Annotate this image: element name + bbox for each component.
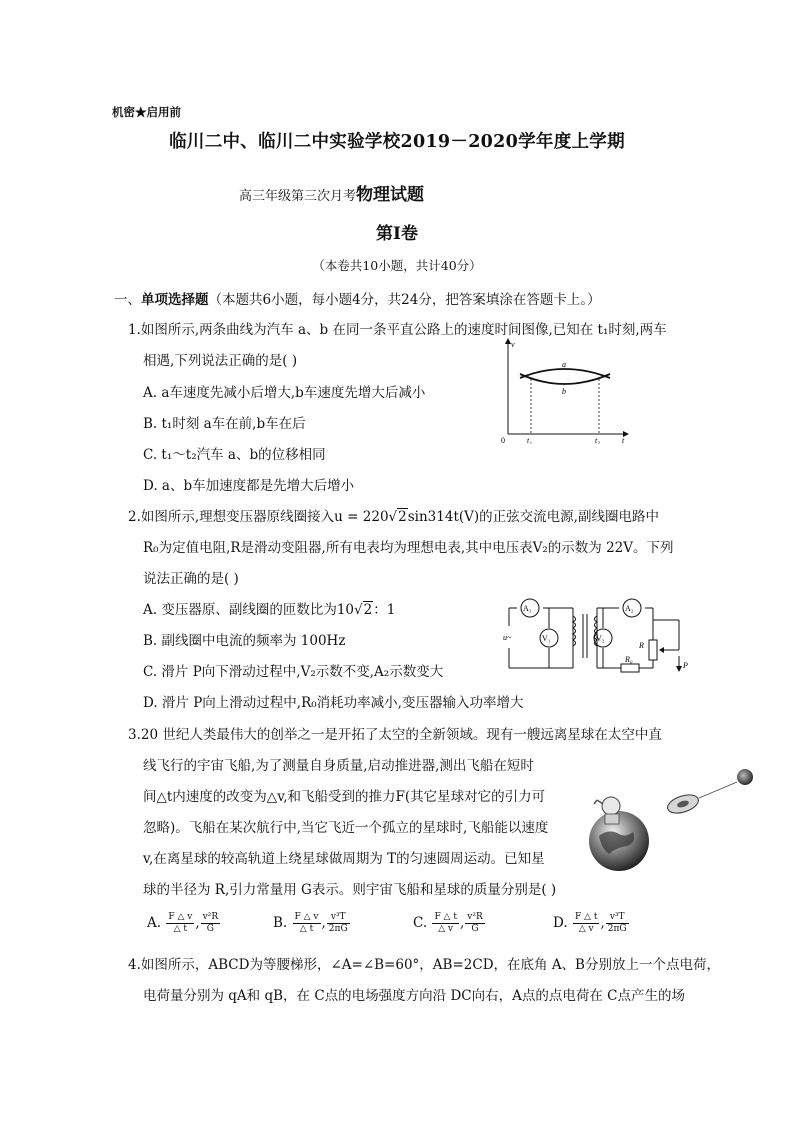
q3-option-d-label: D. [553,915,568,931]
q1-stem-line2: 相遇,下列说法正确的是( ) [143,353,298,369]
q2-option-a-post: ：1 [373,602,396,618]
q1-option-b: B. t₁时刻 a车在前,b车在后 [143,416,306,432]
q3-option-c: C. $\frac{F \triangle t}{\triangle v}$ , $\frac{\text{v²R}}{G}$ [413,912,483,934]
frac-denominator: G [471,924,479,934]
q2-option-a-sqrt: 2 [363,602,373,618]
q2-source-label: u~ [503,633,512,642]
sqrt-sign: √ [354,602,363,618]
q3-option-b-frac1 [293,912,321,935]
q1-axis-t-label: t [622,436,625,444]
q2-voltmeter-v1-label: V₁ [542,634,551,643]
q1-velocity-time-graph [498,336,633,444]
q1-stem-line1: 1.如图所示,两条曲线为汽车 a、b 在同一条平直公路上的速度时间图像,已知在 t₁时刻,两车 [128,322,667,338]
q2-ammeter-a2-label: A₂ [625,604,634,613]
q1-option-a: A. a车速度先减小后增大,b车速度先增大后减小 [143,385,426,401]
q4-stem-line1: 4.如图所示，ABCD为等腰梯形，∠A=∠B=60°，AB=2CD，在底角 A、B分别放上一个点电荷， [128,957,720,973]
q2-slider-p-label: P [683,661,688,670]
q2-stem-post: sin314t(V)的正弦交流电源,副线圈电路中 [407,509,659,525]
q3-option-a-frac2 [201,912,220,935]
q3-option-b-label: B. [273,915,288,931]
q3-option-c-frac2 [465,912,484,935]
frac-numerator: v²R [202,912,219,922]
volume-note: （本卷共10小题，共计40分） [312,258,482,273]
q2-sqrt-value: 2 [398,509,407,525]
q3-spaceship-illustration [585,766,760,876]
frac-numerator: F △ v [294,912,319,922]
q3-option-a-label: A. [147,915,162,931]
section-heading [114,290,601,310]
q2-voltmeter-v2-label: V₂ [596,634,605,643]
q2-stem-line1 [128,507,659,527]
q3-option-b-frac2 [327,912,350,935]
q3-stem-line1: 3.20 世纪人类最伟大的创举之一是开拓了太空的全新领域。现有一艘远离星球在太空中直 [128,727,662,743]
frac-denominator: △ t [299,924,314,934]
q3-option-d-frac1 [573,912,600,935]
frac-numerator: F △ t [574,912,598,922]
subtitle-prefix: 高三年级第三次月考 [239,189,357,204]
q3-option-a: A. $\frac{F \triangle v}{\triangle t}$ , $\frac{\text{v²R}}{G}$ [147,912,219,934]
moon-icon [737,769,753,785]
q3-stem-line4: 忽略)。飞船在某次航行中,当它飞近一个孤立的星球时,飞船能以速度 [143,820,549,836]
frac-numerator: v³T [606,912,629,924]
section-label: 一、 [114,292,141,308]
q3-stem-line6: 球的半径为 R,引力常量用 G表示。则宇宙飞船和星球的质量分别是( ) [143,882,557,898]
q3-option-c-label: C. [413,915,428,931]
frac-denominator: 2πG [328,924,348,934]
q2-option-a [143,600,395,620]
frac-denominator: △ v [578,924,594,934]
section-desc: （本题共6小题，每小题4分，共24分，把答案填涂在答题卡上。） [208,292,601,308]
q3-option-a-frac1 [166,912,194,935]
q4-stem-line2: 电荷量分别为 qA和 qB，在 C点的电场强度方向沿 DC向右，A点的点电荷在 C点产生的场 [143,988,685,1004]
frac-denominator: △ t [173,924,188,934]
q2-transformer-circuit [503,596,693,682]
q1-t1-label: t₁ [527,436,533,444]
q2-option-c: C. 滑片 P向下滑动过程中,V₂示数不变,A₂示数变大 [143,664,444,680]
q1-curve-a-label: a [562,360,566,369]
q3-stem-line2: 线飞行的宇宙飞船,为了测量自身质量,启动推进器,测出飞船在短时 [143,758,534,774]
frac-numerator: v³T [327,912,350,924]
q2-ammeter-a1-label: A₁ [523,604,532,613]
confidential-mark: 机密★启用前 [112,105,181,119]
q2-option-b: B. 副线圈中电流的频率为 100Hz [143,633,346,649]
q2-option-a-pre: A. 变压器原、副线圈的匝数比为10 [143,602,355,618]
q2-stem-pre: 2.如图所示,理想变压器原线圈接入u = 220 [128,509,389,525]
q2-option-d: D. 滑片 P向上滑动过程中,R₀消耗功率减小,变压器输入功率增大 [143,695,524,711]
q1-curve-b-label: b [562,387,566,396]
frac-numerator: F △ v [168,912,193,922]
sqrt-sign: √ [388,509,398,525]
frac-numerator: v²R [467,912,483,922]
exam-title: 临川二中、临川二中实验学校2019－2020学年度上学期 [169,132,625,152]
q2-rheostat-label: R [639,641,644,650]
volume-heading: 第Ⅰ卷 [376,224,418,244]
q1-t2-label: t₂ [595,436,601,444]
q1-origin-label: 0 [501,436,505,444]
q3-option-c-frac1 [432,912,459,935]
q3-stem-line3: 间△t内速度的改变为△v,和飞船受到的推力F(其它星球对它的引力可 [143,789,546,805]
q1-axis-v-label: v [511,340,515,349]
section-name: 单项选择题 [141,292,209,308]
subtitle-main: 物理试题 [356,185,425,205]
q1-option-c: C. t₁～t₂汽车 a、b的位移相同 [143,447,326,463]
frac-numerator: F △ t [434,912,457,922]
q2-stem-line2: R₀为定值电阻,R是滑动变阻器,所有电表均为理想电表,其中电压表V₂的示数为 22V。下列 [143,540,674,556]
frac-denominator: 2πG [607,924,627,934]
frac-denominator: G [206,924,214,934]
q3-option-b: B. $\frac{F \triangle v}{\triangle t}$ , $\frac{\text{v³T}}{2\pi G}$ [273,912,348,934]
q2-stem-line3: 说法正确的是( ) [143,571,239,587]
q3-stem-line5: v,在离星球的较高轨道上绕星球做周期为 T的匀速圆周运动。已知星 [143,851,545,867]
q2-r0-label: R₀ [625,655,633,664]
spaceship-icon [665,782,737,817]
frac-denominator: △ v [438,924,454,934]
q3-option-d-frac2 [606,912,629,935]
q1-option-d: D. a、b车加速度都是先增大后增小 [143,478,355,494]
q3-option-d: D. $\frac{F \triangle t}{\triangle v}$ , $\frac{\text{v³T}}{2\pi G}$ [553,912,627,934]
exam-subtitle [239,180,424,205]
